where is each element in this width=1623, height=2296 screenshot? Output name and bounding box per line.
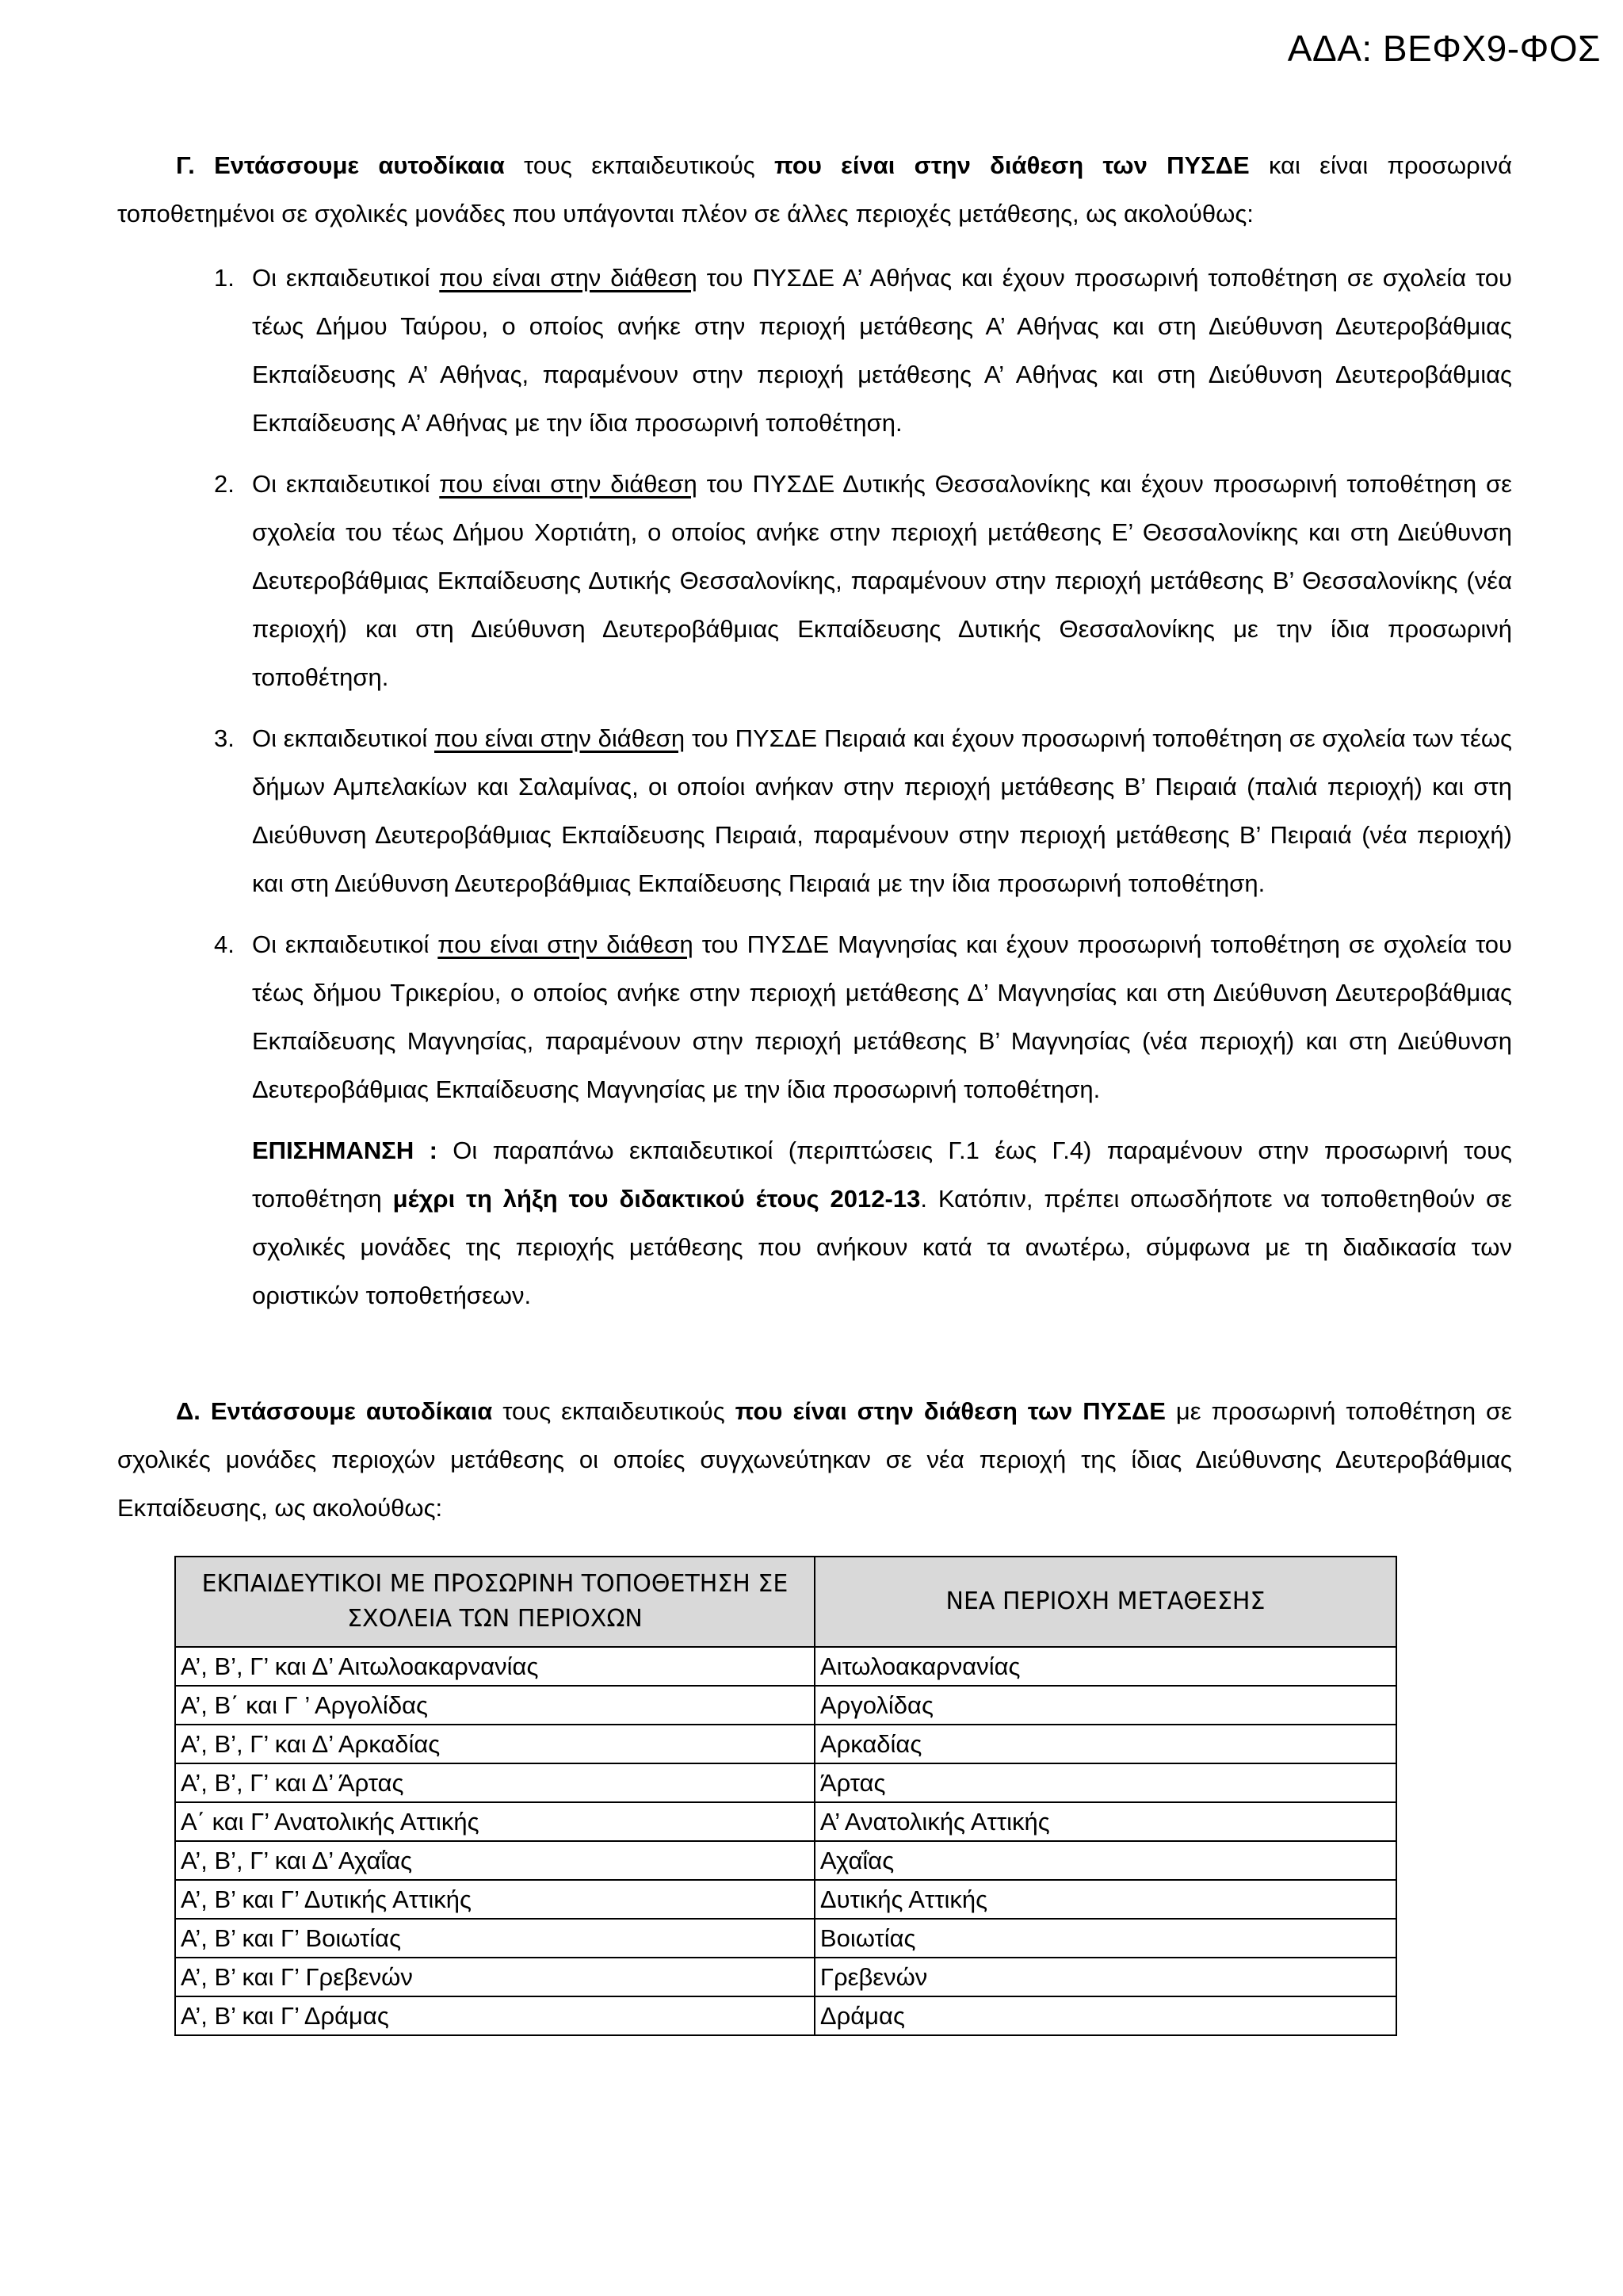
cell-new: Γρεβενών	[815, 1958, 1396, 1996]
table-row	[175, 1958, 1396, 1996]
item-text-pre: Οι εκπαιδευτικοί	[252, 930, 438, 958]
table-row	[175, 1919, 1396, 1958]
list-item	[117, 460, 1512, 701]
cell-current: Α’, Β’ και Γ’ Γρεβενών	[175, 1958, 815, 1996]
item-number: 3.	[214, 724, 235, 752]
section-g-text1: τους εκπαιδευτικούς	[504, 151, 775, 179]
table-row	[175, 1841, 1396, 1880]
note-bold: μέχρι τη λήξη του διδακτικού έτους 2012-13	[392, 1185, 921, 1213]
item-number: 4.	[214, 930, 235, 958]
note-text1: Οι παραπάνω εκπαιδευτικοί (περιπτώσεις Γ.1 έως Γ.4) παραμένουν στην προσωρινή τους τοποθέτηση	[252, 1137, 1512, 1213]
list-item	[117, 920, 1512, 1114]
ada-code: ΑΔΑ: ΒΕΦΧ9-ΦΟΣ	[1287, 28, 1601, 69]
cell-new: Αχαΐας	[815, 1841, 1396, 1880]
cell-current: Α’, Β’, Γ’ και Δ’ Αχαΐας	[175, 1841, 815, 1880]
cell-new: Αργολίδας	[815, 1686, 1396, 1725]
document-body	[117, 141, 1512, 2036]
header-current-regions: ΕΚΠΑΙΔΕΥΤΙΚΟΙ ΜΕ ΠΡΟΣΩΡΙΝΗ ΤΟΠΟΘΕΤΗΣΗ ΣΕ ΣΧΟΛΕΙΑ ΤΩΝ ΠΕΡΙΟΧΩΝ	[175, 1557, 815, 1647]
cell-new: Αρκαδίας	[815, 1725, 1396, 1763]
table-row	[175, 1647, 1396, 1686]
cell-current: Α’, Β’ και Γ’ Βοιωτίας	[175, 1919, 815, 1958]
table-row	[175, 1996, 1396, 2035]
item-text-post: του ΠΥΣΔΕ Δυτικής Θεσσαλονίκης και έχουν προσωρινή τοποθέτηση σε σχολεία του τέως Δήμου Χορτιάτη, ο οποίος ανήκε στην περιοχή μετάθεσης Ε’ Θεσσαλονίκης και στη Διεύθυνση Δευτεροβάθμιας Εκπαίδευσης Δυτικής Θεσσαλονίκης, παραμένουν στην περιοχή μετάθεσης Β’ Θεσσαλονίκης (νέα περιοχή) και στη Διεύθυνση Δευτεροβάθμιας Εκπαίδευσης Δυτικής Θεσσαλονίκης με την ίδια προσωρινή τοποθέτηση.	[252, 470, 1512, 691]
cell-new: Δράμας	[815, 1996, 1396, 2035]
table-row	[175, 1686, 1396, 1725]
header-new-region: ΝΕΑ ΠΕΡΙΟΧΗ ΜΕΤΑΘΕΣΗΣ	[815, 1557, 1396, 1647]
table-row	[175, 1802, 1396, 1841]
cell-current: Α΄ και Γ’ Ανατολικής Αττικής	[175, 1802, 815, 1841]
section-d-lead: Δ. Εντάσσουμε αυτοδίκαια	[176, 1397, 493, 1425]
table-row	[175, 1880, 1396, 1919]
section-g-lead: Γ. Εντάσσουμε αυτοδίκαια	[176, 151, 505, 179]
cell-current: Α’, Β’, Γ’ και Δ’ Άρτας	[175, 1763, 815, 1802]
list-item	[117, 254, 1512, 447]
cell-new: Βοιωτίας	[815, 1919, 1396, 1958]
section-gap	[117, 1320, 1512, 1387]
cell-current: Α’, Β΄ και Γ ’ Αργολίδας	[175, 1686, 815, 1725]
item-text-pre: Οι εκπαιδευτικοί	[252, 470, 440, 498]
section-g-bold2: που είναι στην διάθεση των ΠΥΣΔΕ	[774, 151, 1250, 179]
note-text2: . Κατόπιν, πρέπει οπωσδήποτε να τοποθετηθούν σε σχολικές μονάδες της περιοχής μετάθεσης που ανήκουν κατά τα ανωτέρω, σύμφωνα με τη διαδικασία των οριστικών τοποθετήσεων.	[252, 1185, 1512, 1309]
cell-new: Α’ Ανατολικής Αττικής	[815, 1802, 1396, 1841]
item-text-post: του ΠΥΣΔΕ Πειραιά και έχουν προσωρινή τοποθέτηση σε σχολεία των τέως δήμων Αμπελακίων και Σαλαμίνας, οι οποίοι ανήκαν στην περιοχή μετάθεσης Β’ Πειραιά (παλιά περιοχή) και στη Διεύθυνση Δευτεροβάθμιας Εκπαίδευσης Πειραιά, παραμένουν στην περιοχή μετάθεσης Β’ Πειραιά (νέα περιοχή) και στη Διεύθυνση Δευτεροβάθμιας Εκπαίδευσης Πειραιά με την ίδια προσωρινή τοποθέτηση.	[252, 724, 1512, 897]
table-header-row	[175, 1557, 1396, 1647]
item-text-post: του ΠΥΣΔΕ Μαγνησίας και έχουν προσωρινή τοποθέτηση σε σχολεία του τέως δήμου Τρικερίου, ο οποίος ανήκε στην περιοχή μετάθεσης Δ’ Μαγνησίας και στη Διεύθυνση Δευτεροβάθμιας Εκπαίδευσης Μαγνησίας, παραμένουν στην περιοχή μετάθεσης Β’ Μαγνησίας (νέα περιοχή) και στη Διεύθυνση Δευτεροβάθμιας Εκπαίδευσης Μαγνησίας με την ίδια προσωρινή τοποθέτηση.	[252, 930, 1513, 1103]
cell-new: Αιτωλοακαρνανίας	[815, 1647, 1396, 1686]
cell-current: Α’, Β’, Γ’ και Δ’ Αιτωλοακαρνανίας	[175, 1647, 815, 1686]
section-d-text2: με προσωρινή τοποθέτηση σε σχολικές μονάδες περιοχών μετάθεσης οι οποίες συγχωνεύτηκαν σε νέα περιοχή της ίδιας Διεύθυνσης Δευτεροβάθμιας Εκπαίδευσης, ως ακολούθως:	[117, 1397, 1513, 1522]
cell-current: Α’, Β’ και Γ’ Δράμας	[175, 1996, 815, 2035]
section-g-list	[117, 254, 1512, 1114]
cell-new: Δυτικής Αττικής	[815, 1880, 1396, 1919]
item-text-pre: Οι εκπαιδευτικοί	[252, 264, 440, 292]
note-label: ΕΠΙΣΗΜΑΝΣΗ :	[252, 1137, 437, 1164]
item-underline: που είναι στην διάθεση	[439, 470, 697, 498]
section-d-bold2: που είναι στην διάθεση των ΠΥΣΔΕ	[735, 1397, 1166, 1425]
table-row	[175, 1763, 1396, 1802]
cell-new: Άρτας	[815, 1763, 1396, 1802]
item-underline: που είναι στην διάθεση	[434, 724, 685, 752]
item-text-post: του ΠΥΣΔΕ Α’ Αθήνας και έχουν προσωρινή τοποθέτηση σε σχολεία του τέως Δήμου Ταύρου, ο οποίος ανήκε στην περιοχή μετάθεσης Α’ Αθήνας και στη Διεύθυνση Δευτεροβάθμιας Εκπαίδευσης Α’ Αθήνας, παραμένουν στην περιοχή μετάθεσης Α’ Αθήνας και στη Διεύθυνση Δευτεροβάθμιας Εκπαίδευσης Α’ Αθήνας με την ίδια προσωρινή τοποθέτηση.	[252, 264, 1513, 437]
list-item	[117, 714, 1512, 907]
section-d-text1: τους εκπαιδευτικούς	[492, 1397, 735, 1425]
cell-current: Α’, Β’ και Γ’ Δυτικής Αττικής	[175, 1880, 815, 1919]
section-g-intro	[117, 141, 1512, 238]
item-underline: που είναι στην διάθεση	[439, 264, 697, 292]
item-underline: που είναι στην διάθεση	[437, 930, 693, 958]
section-g-text2: και είναι προσωρινά τοποθετημένοι σε σχολικές μονάδες που υπάγονται πλέον σε άλλες περιοχές μετάθεσης, ως ακολούθως:	[117, 151, 1513, 227]
item-number: 1.	[214, 264, 235, 292]
section-d-intro	[117, 1387, 1512, 1532]
item-number: 2.	[214, 470, 235, 498]
regions-table	[174, 1556, 1397, 2036]
item-text-pre: Οι εκπαιδευτικοί	[252, 724, 435, 752]
cell-current: Α’, Β’, Γ’ και Δ’ Αρκαδίας	[175, 1725, 815, 1763]
table-row	[175, 1725, 1396, 1763]
note-paragraph	[117, 1126, 1512, 1320]
